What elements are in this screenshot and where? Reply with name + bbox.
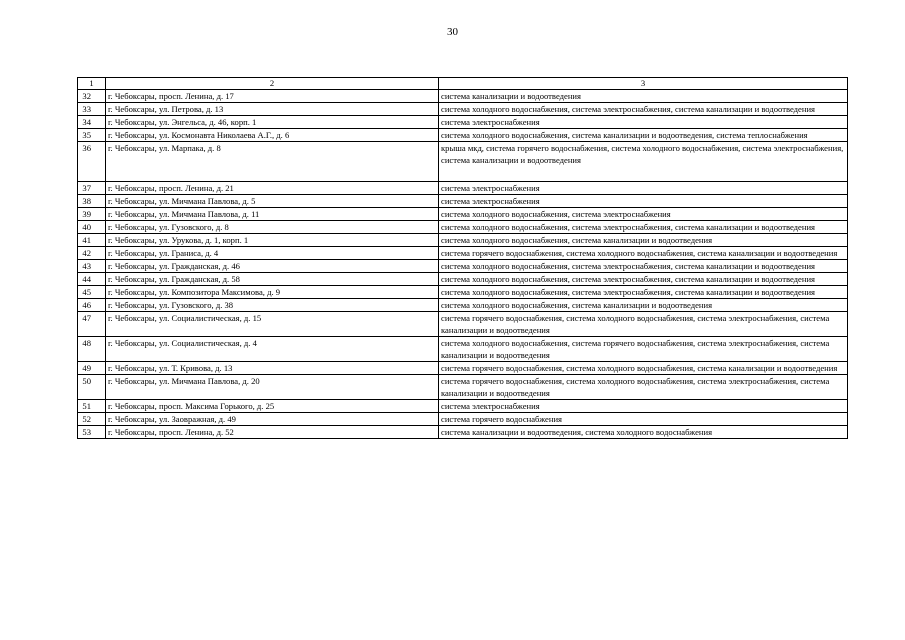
row-systems: система холодного водоснабжения, система канализации и водоотведения, система теплоснабжения xyxy=(439,129,848,142)
row-number: 49 xyxy=(78,362,106,375)
registry-table xyxy=(77,77,848,439)
row-number: 35 xyxy=(78,129,106,142)
header-col-1: 1 xyxy=(78,78,106,90)
row-systems: система горячего водоснабжения, система холодного водоснабжения, система электроснабжения, система канализации и водоотведения xyxy=(439,375,848,400)
table-row xyxy=(78,182,848,195)
row-number: 46 xyxy=(78,299,106,312)
table-row xyxy=(78,247,848,260)
row-address: г. Чебоксары, ул. Мичмана Павлова, д. 11 xyxy=(106,208,439,221)
row-systems: система холодного водоснабжения, система электроснабжения, система канализации и водоотведения xyxy=(439,286,848,299)
row-number: 50 xyxy=(78,375,106,400)
row-address: г. Чебоксары, просп. Ленина, д. 17 xyxy=(106,90,439,103)
table-body xyxy=(78,78,848,439)
row-systems: система холодного водоснабжения, система канализации и водоотведения xyxy=(439,299,848,312)
row-number: 34 xyxy=(78,116,106,129)
table-row xyxy=(78,234,848,247)
row-number: 45 xyxy=(78,286,106,299)
row-number: 37 xyxy=(78,182,106,195)
row-address: г. Чебоксары, ул. Энгельса, д. 46, корп. 1 xyxy=(106,116,439,129)
page-number: 30 xyxy=(447,26,458,38)
table-row xyxy=(78,129,848,142)
row-systems: система канализации и водоотведения xyxy=(439,90,848,103)
row-systems: система горячего водоснабжения, система холодного водоснабжения, система электроснабжения, система канализации и водоотведения xyxy=(439,312,848,337)
row-number: 47 xyxy=(78,312,106,337)
header-col-3: 3 xyxy=(439,78,848,90)
row-address: г. Чебоксары, просп. Ленина, д. 21 xyxy=(106,182,439,195)
row-systems: крыша мкд, система горячего водоснабжения, система холодного водоснабжения, система электроснабжения, система канализации и водоотведения xyxy=(439,142,848,182)
row-number: 38 xyxy=(78,195,106,208)
row-address: г. Чебоксары, ул. Гузовского, д. 8 xyxy=(106,221,439,234)
row-address: г. Чебоксары, просп. Максима Горького, д. 25 xyxy=(106,400,439,413)
row-address: г. Чебоксары, просп. Ленина, д. 52 xyxy=(106,426,439,439)
row-number: 41 xyxy=(78,234,106,247)
row-address: г. Чебоксары, ул. Граниса, д. 4 xyxy=(106,247,439,260)
row-address: г. Чебоксары, ул. Гражданская, д. 58 xyxy=(106,273,439,286)
row-number: 36 xyxy=(78,142,106,182)
row-number: 43 xyxy=(78,260,106,273)
row-number: 44 xyxy=(78,273,106,286)
table-row xyxy=(78,413,848,426)
row-systems: система холодного водоснабжения, система электроснабжения, система канализации и водоотведения xyxy=(439,260,848,273)
row-address: г. Чебоксары, ул. Космонавта Николаева А.Г., д. 6 xyxy=(106,129,439,142)
row-address: г. Чебоксары, ул. Т. Кривова, д. 13 xyxy=(106,362,439,375)
row-systems: система горячего водоснабжения, система холодного водоснабжения, система канализации и водоотведения xyxy=(439,247,848,260)
row-address: г. Чебоксары, ул. Заовражная, д. 49 xyxy=(106,413,439,426)
table-row xyxy=(78,299,848,312)
row-number: 52 xyxy=(78,413,106,426)
row-address: г. Чебоксары, ул. Урукова, д. 1, корп. 1 xyxy=(106,234,439,247)
table-row xyxy=(78,400,848,413)
row-number: 40 xyxy=(78,221,106,234)
row-address: г. Чебоксары, ул. Мичмана Павлова, д. 5 xyxy=(106,195,439,208)
row-systems: система холодного водоснабжения, система электроснабжения, система канализации и водоотведения xyxy=(439,103,848,116)
row-address: г. Чебоксары, ул. Марпака, д. 8 xyxy=(106,142,439,182)
header-col-2: 2 xyxy=(106,78,439,90)
table-row xyxy=(78,273,848,286)
table-row xyxy=(78,426,848,439)
row-systems: система холодного водоснабжения, система горячего водоснабжения, система электроснабжения, система канализации и водоотведения xyxy=(439,337,848,362)
table-row xyxy=(78,362,848,375)
row-number: 42 xyxy=(78,247,106,260)
table-row xyxy=(78,208,848,221)
row-number: 53 xyxy=(78,426,106,439)
row-address: г. Чебоксары, ул. Социалистическая, д. 15 xyxy=(106,312,439,337)
row-systems: система горячего водоснабжения xyxy=(439,413,848,426)
table-row xyxy=(78,142,848,182)
table-row xyxy=(78,286,848,299)
row-number: 33 xyxy=(78,103,106,116)
row-address: г. Чебоксары, ул. Социалистическая, д. 4 xyxy=(106,337,439,362)
row-systems: система холодного водоснабжения, система канализации и водоотведения xyxy=(439,234,848,247)
row-systems: система электроснабжения xyxy=(439,195,848,208)
row-number: 32 xyxy=(78,90,106,103)
table-row xyxy=(78,195,848,208)
row-systems: система электроснабжения xyxy=(439,400,848,413)
row-systems: система канализации и водоотведения, система холодного водоснабжения xyxy=(439,426,848,439)
row-systems: система холодного водоснабжения, система электроснабжения xyxy=(439,208,848,221)
table-row xyxy=(78,90,848,103)
row-address: г. Чебоксары, ул. Гражданская, д. 46 xyxy=(106,260,439,273)
row-systems: система электроснабжения xyxy=(439,182,848,195)
row-systems: система электроснабжения xyxy=(439,116,848,129)
row-systems: система горячего водоснабжения, система холодного водоснабжения, система канализации и водоотведения xyxy=(439,362,848,375)
table-row xyxy=(78,103,848,116)
row-number: 39 xyxy=(78,208,106,221)
table-row xyxy=(78,221,848,234)
row-address: г. Чебоксары, ул. Композитора Максимова, д. 9 xyxy=(106,286,439,299)
table-row xyxy=(78,116,848,129)
row-address: г. Чебоксары, ул. Мичмана Павлова, д. 20 xyxy=(106,375,439,400)
table-row xyxy=(78,312,848,337)
row-systems: система холодного водоснабжения, система электроснабжения, система канализации и водоотведения xyxy=(439,221,848,234)
row-number: 48 xyxy=(78,337,106,362)
row-address: г. Чебоксары, ул. Петрова, д. 13 xyxy=(106,103,439,116)
table-header-row xyxy=(78,78,848,90)
table-row xyxy=(78,260,848,273)
row-number: 51 xyxy=(78,400,106,413)
row-systems: система холодного водоснабжения, система электроснабжения, система канализации и водоотведения xyxy=(439,273,848,286)
table-row xyxy=(78,375,848,400)
table-row xyxy=(78,337,848,362)
row-address: г. Чебоксары, ул. Гузовского, д. 38 xyxy=(106,299,439,312)
